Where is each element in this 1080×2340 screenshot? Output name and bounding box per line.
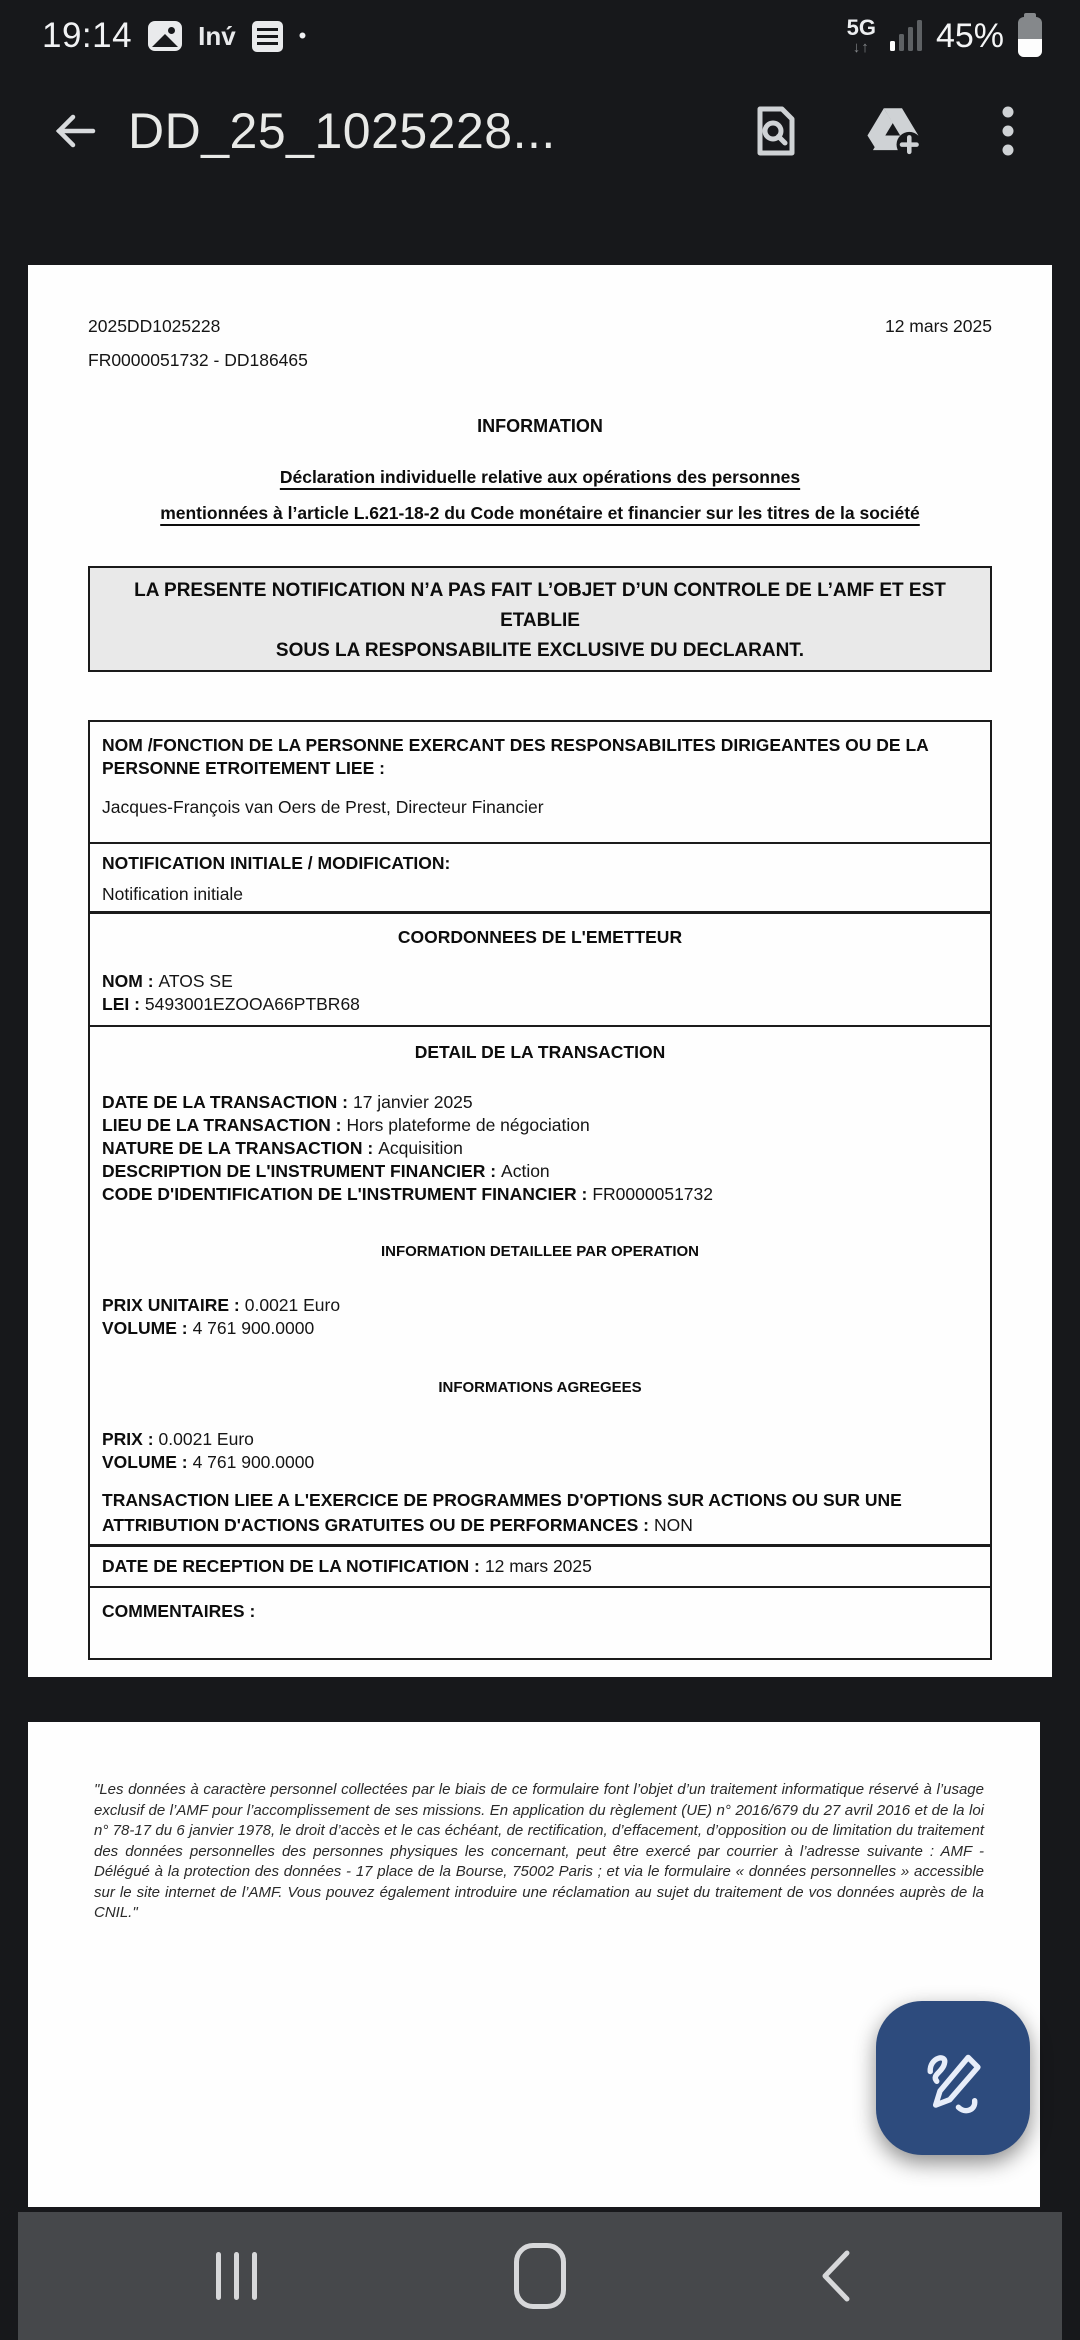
declaration-date: 12 mars 2025 [884,316,992,336]
table-row-transaction-detail: DETAIL DE LA TRANSACTION DATE DE LA TRANSACTION : 17 janvier 2025 LIEU DE LA TRANSACTION : Hors plateforme de négociation NATURE DE LA TRANSACTION : Acquisition DESCRIPTION DE L'INSTRUMENT FINANCIER : Action CODE D'IDENTIFICATION DE L'INSTRUMENT FINANCIER : FR0000051732 INFORMATION DETAILLEE PAR OPERATION PRIX UNITAIRE : 0.0021 Euro VOLUME : 4 761 900.0000 INFORMATIONS AGREGEES PRIX : 0.0021 Euro VOLUME : 4 761 900.0000 TRANSACTION LIEE A L'EXERCICE DE PROGRAMMES D'OPTIONS SUR ACTIONS OU SUR UNE ATTRIBUTION D'ACTIONS GRATUITES OU DE PERFORMANCES : NON [90,1025,990,1544]
isin-reference: FR0000051732 - DD186465 [88,350,308,370]
document-title: DD_25_1025228... [128,103,556,159]
transaction-section-title: DETAIL DE LA TRANSACTION [414,1042,666,1062]
person-value: Jacques-François van Oers de Prest, Directeur Financier [102,797,544,817]
recent-apps-button[interactable] [166,2212,306,2340]
table-row-reception-date: DATE DE RECEPTION DE LA NOTIFICATION : 12 mars 2025 [90,1544,990,1586]
linked-transaction-statement: TRANSACTION LIEE A L'EXERCICE DE PROGRAMMES D'OPTIONS SUR ACTIONS OU SUR UNE ATTRIBUTION D'ACTIONS GRATUITES OU DE PERFORMANCES : NON [102,1490,902,1535]
pdf-page-1 [28,265,1052,1677]
nav-back-button[interactable] [766,2212,906,2340]
table-row-comments: COMMENTAIRES : [90,1586,990,1658]
find-in-document-button[interactable] [746,101,806,161]
clock: 19:14 [42,16,133,55]
annotate-signature-fab[interactable] [876,2001,1030,2155]
table-row-person: NOM /FONCTION DE LA PERSONNE EXERCANT DES RESPONSABILITES DIRIGEANTES OU DE LA PERSONNE ETROITEMENT LIEE : Jacques-François van Oers de Prest, Directeur Financier [90,722,990,842]
nav-back-chevron-icon [816,2245,856,2307]
back-arrow-icon[interactable] [44,100,106,162]
app-bar [0,72,1080,190]
home-icon [514,2243,566,2309]
battery-icon [1018,13,1042,59]
aggregated-section-title: INFORMATIONS AGREGEES [438,1379,642,1396]
notification-dot-icon: • [298,23,307,48]
amf-disclaimer-box: LA PRESENTE NOTIFICATION N’A PAS FAIT L’OBJET D’UN CONTROLE DE L’AMF ET EST ETABLIE SOUS LA RESPONSABILITE EXCLUSIVE DU DECLARANT. [88,566,992,672]
signature-pen-icon [914,2039,992,2117]
table-row-notification-type: NOTIFICATION INITIALE / MODIFICATION: Notification initiale [90,842,990,911]
inv-app-notification-icon: Inv́ [198,20,236,51]
notification-type-value: Notification initiale [102,884,244,904]
status-bar [0,0,1080,72]
home-button[interactable] [470,2212,610,2340]
data-arrows-icon: ↓↑ [852,39,870,56]
declaration-reference: 2025DD1025228 [88,316,221,336]
table-row-issuer: COORDONNEES DE L'EMETTEUR NOM : ATOS SE LEI : 5493001EZOOA66PTBR68 [90,911,990,1025]
battery-percentage: 45% [935,16,1004,55]
network-type-indicator: 5G ↓↑ [846,15,876,56]
declaration-subtitle-line2: mentionnées à l’article L.621-18-2 du Code monétaire et financier sur les titres de la société [160,503,920,523]
overflow-menu-button[interactable] [978,101,1038,161]
issuer-section-title: COORDONNEES DE L'EMETTEUR [397,927,683,947]
gallery-notification-icon [148,21,182,51]
declaration-table [88,720,992,1660]
notes-notification-icon [252,21,283,52]
per-operation-section-title: INFORMATION DETAILLEE PAR OPERATION [380,1243,700,1260]
android-navigation-bar [18,2212,1062,2340]
declaration-subtitle-line1: Déclaration individuelle relative aux opérations des personnes [279,467,801,487]
personal-data-legal-notice: "Les données à caractère personnel collectées par le biais de ce formulaire font l’objet d’un traitement informatique réservé à l’usage exclusif de l’AMF pour l’accomplissement de ses missions. En application du règlement (UE) n° 2016/679 du 27 avril 2016 et de la loi n° 78-17 du 6 janvier 1978, le droit d’accès et le cas échéant, de rectification, d’effacement, d’opposition ou de limitation du traitement des données personnelles des personnes physiques les concernant, peut être exercé par courrier à l’adresse suivante : AMF - Délégué à la protection des données - 17 place de la Bourse, 75002 Paris ; et via le formulaire « données personnelles » accessible sur le site internet de l’AMF. Vous pouvez également introduire une réclamation au sujet du traitement de vos données auprès de la CNIL." [94,1781,984,1921]
recent-apps-icon [216,2252,257,2300]
signal-strength-icon [890,21,922,51]
information-heading: INFORMATION [477,416,603,436]
add-to-drive-button[interactable] [862,101,922,161]
